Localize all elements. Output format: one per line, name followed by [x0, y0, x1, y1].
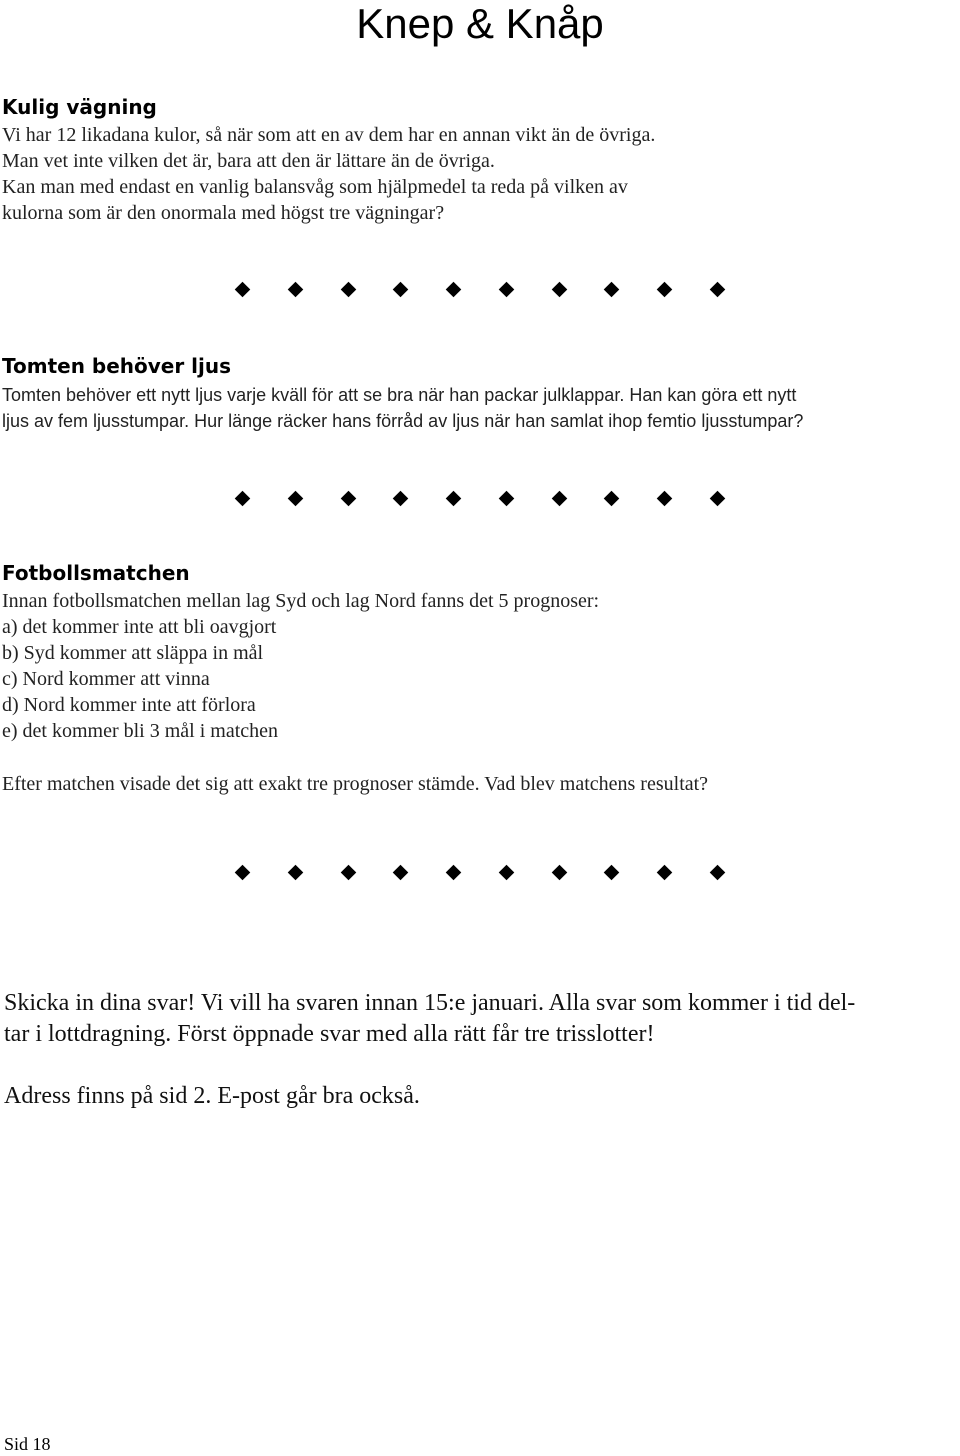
text-line: Man vet inte vilken det är, bara att den är lättare än de övriga.	[2, 150, 495, 172]
diamond-icon	[499, 864, 515, 880]
diamond-icon	[551, 864, 567, 880]
diamond-icon	[604, 864, 620, 880]
diamond-icon	[340, 864, 356, 880]
page-number: Sid 18	[4, 1434, 51, 1454]
diamond-icon	[710, 490, 726, 506]
diamond-icon	[710, 281, 726, 297]
text-line: Innan fotbollsmatchen mellan lag Syd och lag Nord fanns det 5 prognoser:	[2, 590, 600, 612]
list-item: c) Nord kommer att vinna	[2, 668, 210, 690]
text-line: tar i lottdragning. Först öppnade svar med alla rätt får tre trisslotter!	[4, 1021, 655, 1047]
diamond-icon	[499, 490, 515, 506]
diamond-icon	[551, 281, 567, 297]
text-line: Tomten behöver ett nytt ljus varje kväll för att se bra när han packar julklappar. Han kan göra ett nytt	[2, 385, 797, 405]
diamond-icon	[657, 281, 673, 297]
text-line: Skicka in dina svar! Vi vill ha svaren innan 15:e januari. Alla svar som kommer i tid del-	[4, 990, 856, 1016]
section-body-tomten-behover-ljus	[2, 382, 803, 434]
section-body-kulig-vagning	[2, 122, 655, 226]
text-line: Vi har 12 likadana kulor, så när som att en av dem har en annan vikt än de övriga.	[2, 124, 656, 146]
section-question-fotbollsmatchen: Efter matchen visade det sig att exakt tre prognoser stämde. Vad blev matchens resultat?	[2, 773, 709, 795]
address-note: Adress finns på sid 2. E-post går bra också.	[4, 1083, 420, 1109]
text-line: ljus av fem ljusstumpar. Hur länge räcker hans förråd av ljus när han samlat ihop femtio ljusstumpar?	[2, 411, 804, 431]
section-heading-tomten-behover-ljus: Tomten behöver ljus	[2, 354, 232, 378]
diamond-icon	[287, 281, 303, 297]
diamond-icon	[499, 281, 515, 297]
diamond-icon	[604, 490, 620, 506]
page-title: Knep & Knåp	[356, 0, 604, 47]
diamond-icon	[446, 490, 462, 506]
diamond-icon	[604, 281, 620, 297]
diamond-icon	[657, 490, 673, 506]
diamond-icon	[287, 864, 303, 880]
diamond-icon	[551, 490, 567, 506]
list-item: d) Nord kommer inte att förlora	[2, 694, 256, 716]
text-line: Kan man med endast en vanlig balansvåg som hjälpmedel ta reda på vilken av	[2, 176, 628, 198]
diamond-icon	[235, 281, 251, 297]
diamond-icon	[340, 281, 356, 297]
diamond-icon	[657, 864, 673, 880]
section-body-fotbollsmatchen	[2, 588, 599, 744]
diamond-icon	[235, 490, 251, 506]
section-heading-fotbollsmatchen: Fotbollsmatchen	[2, 561, 190, 585]
diamond-icon	[710, 864, 726, 880]
diamond-icon	[287, 490, 303, 506]
section-heading-kulig-vagning: Kulig vägning	[2, 95, 157, 119]
diamond-icon	[393, 490, 409, 506]
list-item: e) det kommer bli 3 mål i matchen	[2, 720, 279, 742]
diamond-icon	[393, 281, 409, 297]
list-item: b) Syd kommer att släppa in mål	[2, 642, 264, 664]
text-line: kulorna som är den onormala med högst tre vägningar?	[2, 202, 445, 224]
diamond-icon	[340, 490, 356, 506]
diamond-icon	[446, 281, 462, 297]
diamond-icon	[393, 864, 409, 880]
diamond-icon	[446, 864, 462, 880]
diamond-icon	[235, 864, 251, 880]
list-item: a) det kommer inte att bli oavgjort	[2, 616, 277, 638]
diamond-separator	[237, 862, 723, 882]
diamond-separator	[237, 488, 723, 508]
diamond-separator	[237, 279, 723, 299]
closing-message	[4, 988, 855, 1050]
